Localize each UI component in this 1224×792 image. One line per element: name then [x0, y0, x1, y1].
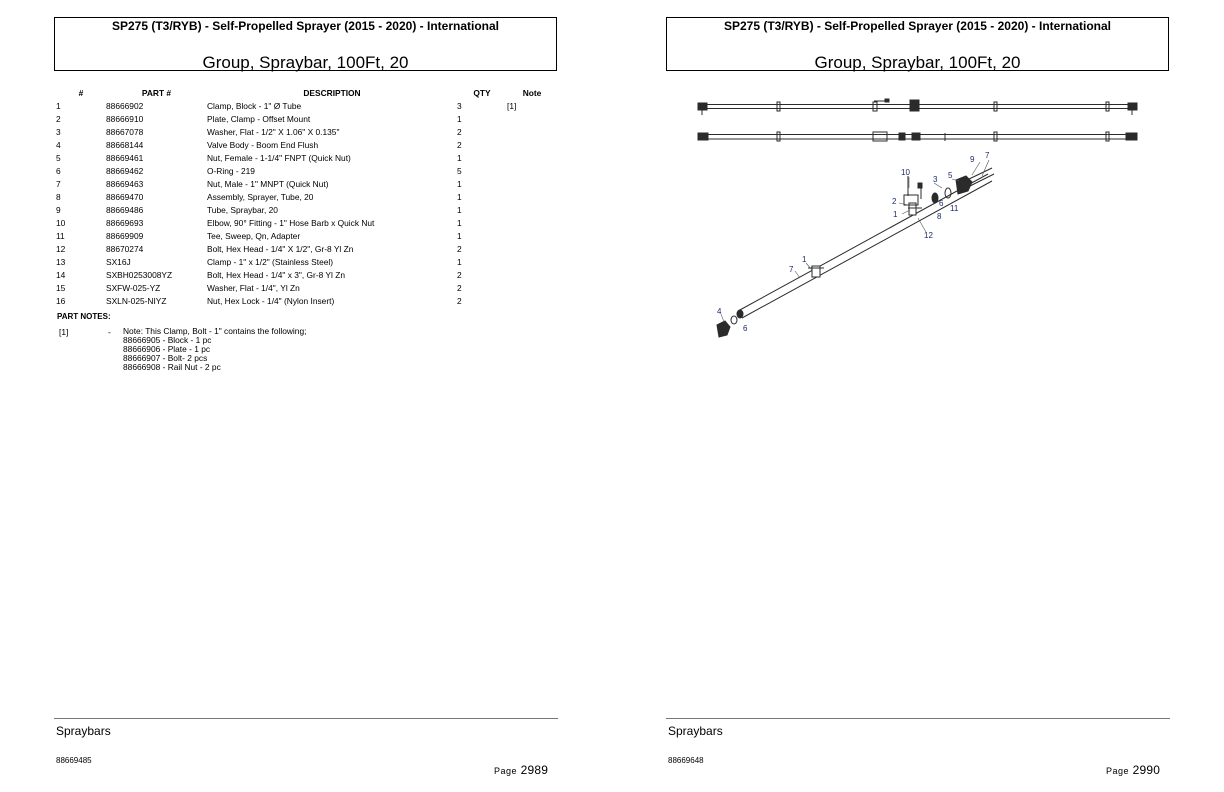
- row-note: [1]: [507, 100, 517, 111]
- spraybar-diagram: [612, 0, 1224, 400]
- row-qty: 1: [457, 152, 462, 163]
- right-page-number-value: 2990: [1132, 763, 1161, 777]
- part-note-line: Note: This Clamp, Bolt - 1" contains the following;: [123, 326, 307, 336]
- callout-label: 1: [893, 210, 898, 219]
- row-qty: 2: [457, 295, 462, 306]
- callout-label: 1: [802, 255, 807, 264]
- row-note: [507, 151, 557, 164]
- row-note: [507, 112, 557, 125]
- right-footer-rule: [666, 718, 1170, 719]
- row-qty: 1: [457, 217, 462, 228]
- row-note: [507, 164, 557, 177]
- table-row: [56, 203, 557, 216]
- callout-label: 4: [717, 307, 722, 316]
- callout-label: 7: [985, 151, 990, 160]
- row-number: 1: [56, 100, 61, 111]
- row-qty: 1: [457, 191, 462, 202]
- row-note: [507, 190, 557, 203]
- row-number: 5: [56, 152, 61, 163]
- row-description: Assembly, Sprayer, Tube, 20: [207, 191, 314, 202]
- callout-label: 2: [892, 197, 897, 206]
- row-number: 4: [56, 139, 61, 150]
- row-description: Nut, Male - 1" MNPT (Quick Nut): [207, 178, 329, 189]
- row-number: 9: [56, 204, 61, 215]
- callout-label: 11: [950, 204, 959, 213]
- row-description: Bolt, Hex Head - 1/4" x 3", Gr-8 Yl Zn: [207, 269, 345, 280]
- callout-label: 8: [937, 212, 942, 221]
- col-qty: QTY: [473, 88, 491, 98]
- table-row: [56, 190, 557, 203]
- table-row: [56, 242, 557, 255]
- row-note: [507, 229, 557, 242]
- row-qty: 2: [457, 243, 462, 254]
- right-footer-doc-number: 88669648: [668, 756, 704, 765]
- callout-label: 6: [743, 324, 748, 333]
- row-part-number: 88667078: [106, 126, 144, 137]
- row-note: [507, 177, 557, 190]
- col-number: #: [78, 88, 84, 98]
- row-number: 8: [56, 191, 61, 202]
- callout-label: 5: [948, 171, 953, 180]
- row-number: 7: [56, 178, 61, 189]
- row-number: 14: [56, 269, 66, 280]
- left-footer-section: Spraybars: [56, 724, 111, 738]
- row-number: 3: [56, 126, 61, 137]
- table-row: [56, 99, 557, 112]
- left-footer-doc-number: 88669485: [56, 756, 92, 765]
- row-number: 10: [56, 217, 66, 228]
- part-notes-heading: PART NOTES:: [57, 312, 111, 321]
- parts-table: [56, 87, 557, 307]
- row-part-number: SXBH0253008YZ: [106, 269, 173, 280]
- right-page-number: [1106, 763, 1160, 777]
- row-note: [507, 242, 557, 255]
- row-part-number: SXFW-025-YZ: [106, 282, 161, 293]
- callout-label: 3: [933, 175, 938, 184]
- row-note: [507, 268, 557, 281]
- row-qty: 2: [457, 282, 462, 293]
- row-part-number: 88669693: [106, 217, 144, 228]
- row-part-number: 88669463: [106, 178, 144, 189]
- row-description: Tube, Spraybar, 20: [207, 204, 278, 215]
- row-description: Nut, Hex Lock - 1/4" (Nylon Insert): [207, 295, 335, 306]
- row-number: 13: [56, 256, 66, 267]
- left-header-title: SP275 (T3/RYB) - Self-Propelled Sprayer (2015 - 2020) - International: [111, 19, 499, 33]
- row-qty: 5: [457, 165, 462, 176]
- row-qty: 3: [457, 100, 462, 111]
- row-part-number: 88669462: [106, 165, 144, 176]
- row-description: Bolt, Hex Head - 1/4" X 1/2", Gr-8 Yl Zn: [207, 243, 354, 254]
- diagram-callouts: [717, 151, 990, 333]
- row-note: [507, 255, 557, 268]
- row-number: 11: [56, 230, 65, 241]
- row-qty: 2: [457, 126, 462, 137]
- row-part-number: 88666902: [106, 100, 144, 111]
- row-qty: 1: [457, 178, 462, 189]
- right-page: [612, 0, 1224, 792]
- row-qty: 1: [457, 113, 462, 124]
- table-row: [56, 112, 557, 125]
- part-note-line: 88666908 - Rail Nut - 2 pc: [123, 362, 221, 372]
- left-page-word: Page: [494, 766, 518, 776]
- boom-top-view: [698, 132, 1137, 141]
- parts-table-body: [56, 99, 557, 307]
- row-part-number: 88668144: [106, 139, 144, 150]
- part-note-dash: -: [108, 327, 111, 337]
- table-row: [56, 125, 557, 138]
- row-description: Tee, Sweep, Qn, Adapter: [207, 230, 301, 241]
- row-part-number: SXLN-025-NIYZ: [106, 295, 167, 306]
- row-number: 15: [56, 282, 66, 293]
- row-number: 12: [56, 243, 66, 254]
- part-note-line: 88666906 - Plate - 1 pc: [123, 344, 211, 354]
- row-part-number: 88669486: [106, 204, 144, 215]
- row-note: [507, 294, 557, 307]
- row-part-number: 88669461: [106, 152, 144, 163]
- row-part-number: 88670274: [106, 243, 144, 254]
- row-number: 16: [56, 295, 66, 306]
- row-part-number: 88669909: [106, 230, 144, 241]
- col-description: DESCRIPTION: [303, 88, 361, 98]
- table-row: [56, 216, 557, 229]
- isometric-tube: [717, 168, 994, 337]
- table-row: [56, 138, 557, 151]
- row-qty: 2: [457, 139, 462, 150]
- row-description: Valve Body - Boom End Flush: [207, 139, 319, 150]
- left-header-box: [54, 17, 557, 71]
- row-part-number: 88669470: [106, 191, 144, 202]
- right-footer-section: Spraybars: [668, 724, 723, 738]
- col-note: Note: [522, 88, 542, 98]
- left-page-number: [494, 763, 548, 777]
- row-description: Washer, Flat - 1/2" X 1.06" X 0.135": [207, 126, 340, 137]
- left-header-subtitle: Group, Spraybar, 100Ft, 20: [202, 53, 409, 72]
- right-header-subtitle: Group, Spraybar, 100Ft, 20: [814, 53, 1021, 72]
- row-part-number: 88666910: [106, 113, 144, 124]
- row-qty: 1: [457, 204, 462, 215]
- callout-label: 10: [901, 168, 910, 177]
- row-qty: 1: [457, 256, 462, 267]
- table-row: [56, 164, 557, 177]
- row-description: Elbow, 90° Fitting - 1" Hose Barb x Quick Nut: [207, 217, 375, 228]
- part-note-text: [123, 327, 423, 372]
- row-note: [507, 203, 557, 216]
- row-description: Nut, Female - 1-1/4" FNPT (Quick Nut): [207, 152, 351, 163]
- callout-label: 12: [924, 231, 933, 240]
- callout-label: 9: [970, 155, 975, 164]
- table-row: [56, 268, 557, 281]
- boom-front-view: [698, 99, 1137, 115]
- table-row: [56, 177, 557, 190]
- row-description: Washer, Flat - 1/4", Yl Zn: [207, 282, 300, 293]
- parts-table-header: [56, 87, 557, 99]
- part-note-line: 88666905 - Block - 1 pc: [123, 335, 212, 345]
- leader-lines: [721, 160, 989, 322]
- part-note-line: 88666907 - Bolt- 2 pcs: [123, 353, 208, 363]
- row-description: Clamp, Block - 1" Ø Tube: [207, 100, 302, 111]
- table-row: [56, 281, 557, 294]
- row-note: [507, 281, 557, 294]
- row-description: O-Ring - 219: [207, 165, 255, 176]
- callout-label: 7: [789, 265, 794, 274]
- left-page-number-value: 2989: [520, 763, 549, 777]
- row-qty: 2: [457, 269, 462, 280]
- row-part-number: SX16J: [106, 256, 131, 267]
- col-part-number: PART #: [141, 88, 172, 98]
- row-number: 6: [56, 165, 61, 176]
- row-qty: 1: [457, 230, 462, 241]
- row-note: [507, 216, 557, 229]
- table-row: [56, 151, 557, 164]
- row-note: [507, 138, 557, 151]
- table-row: [56, 229, 557, 242]
- table-row: [56, 255, 557, 268]
- right-page-word: Page: [1106, 766, 1130, 776]
- right-header-title: SP275 (T3/RYB) - Self-Propelled Sprayer (2015 - 2020) - International: [723, 19, 1111, 33]
- callout-label: 6: [939, 199, 944, 208]
- row-note: [507, 125, 557, 138]
- table-row: [56, 294, 557, 307]
- row-description: Plate, Clamp - Offset Mount: [207, 113, 311, 124]
- row-number: 2: [56, 113, 61, 124]
- left-footer-rule: [54, 718, 558, 719]
- row-description: Clamp - 1" x 1/2" (Stainless Steel): [207, 256, 334, 267]
- part-note-ref: [1]: [59, 327, 69, 337]
